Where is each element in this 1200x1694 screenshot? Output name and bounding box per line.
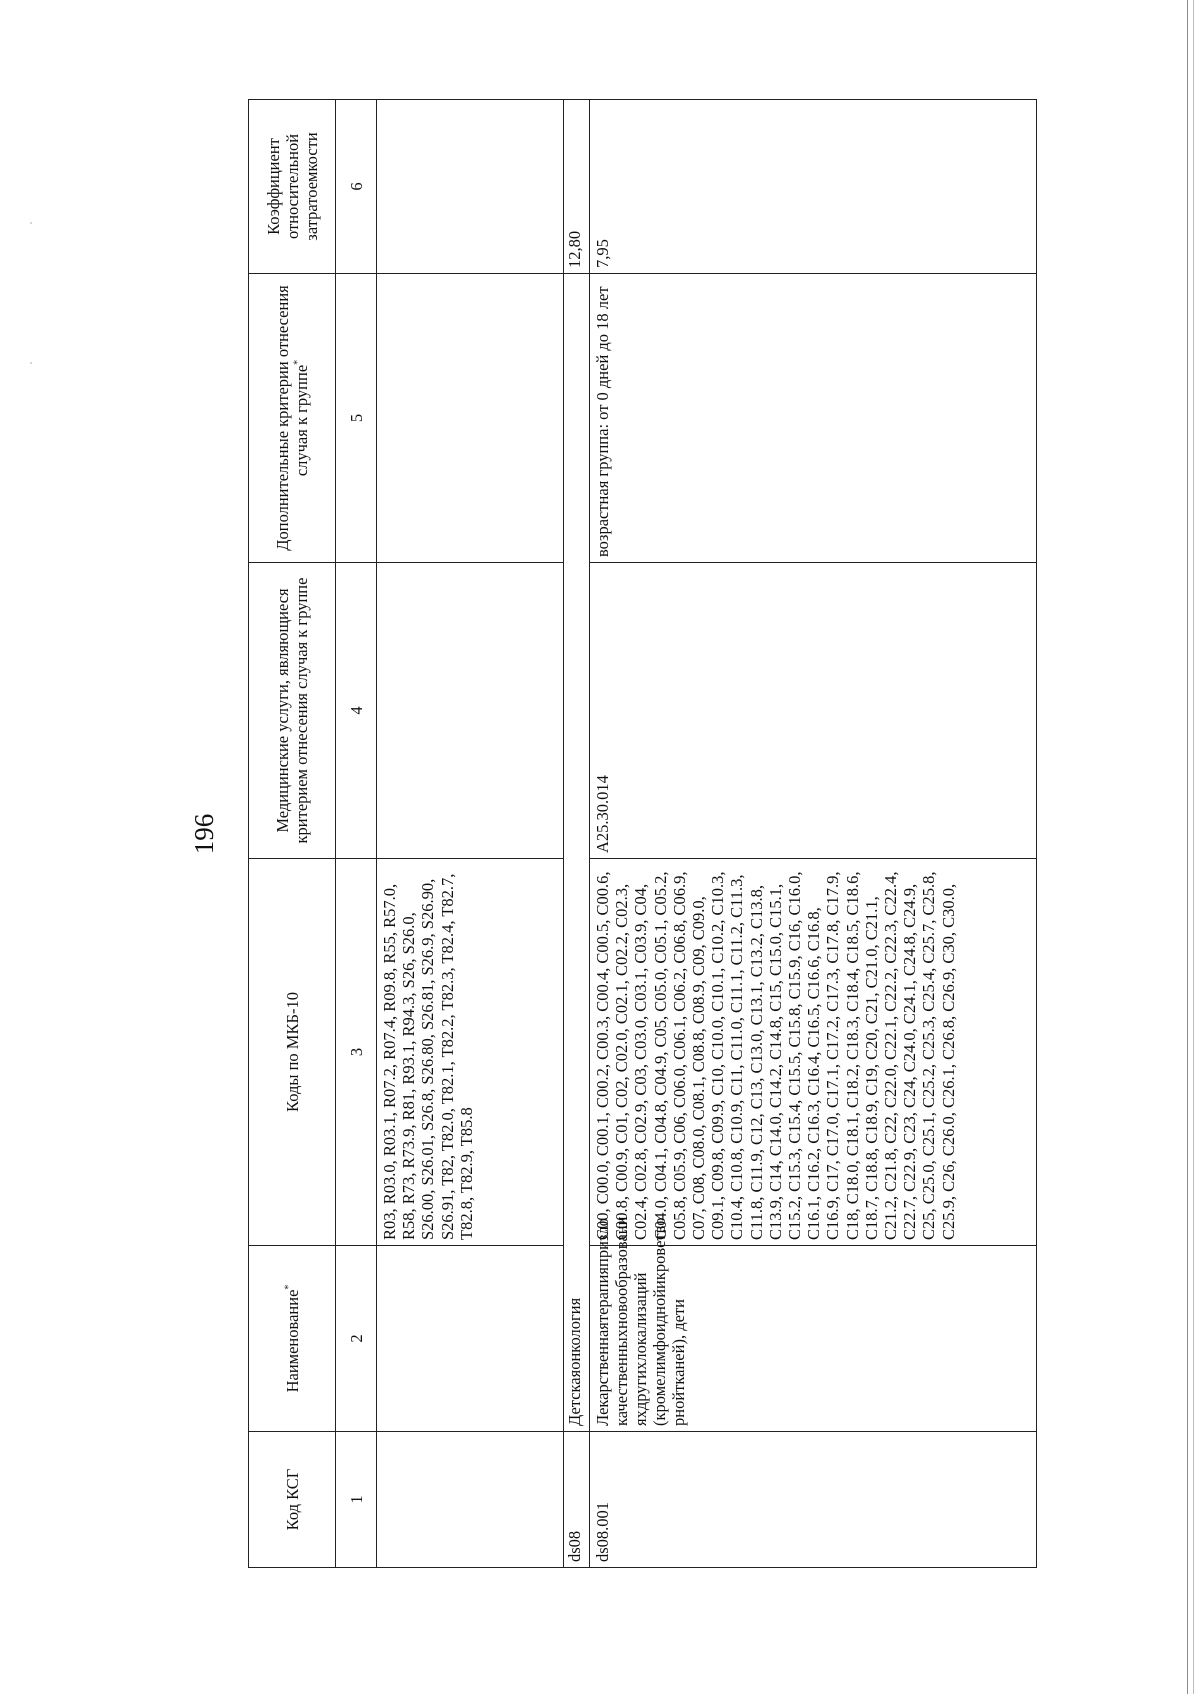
scan-speck bbox=[30, 222, 32, 224]
column-number-row bbox=[336, 100, 377, 1568]
cell-criteria bbox=[377, 274, 564, 563]
header-services: Медицинские услуги, являющиеся критерием отнесения случая к группе bbox=[249, 563, 336, 859]
section-coefficient: 12,80 bbox=[564, 100, 590, 274]
header-coefficient: Коэффициент относительной затратоемкости bbox=[249, 100, 336, 274]
section-code: ds08 bbox=[564, 1432, 590, 1568]
cell-code bbox=[377, 1432, 564, 1568]
item-services: A25.30.014 bbox=[590, 563, 1037, 859]
section-name: Детскаяонкология bbox=[564, 274, 590, 1432]
rotated-page-content bbox=[188, 100, 1200, 1568]
column-number: 6 bbox=[336, 100, 377, 274]
item-coefficient: 7,95 bbox=[590, 100, 1037, 274]
item-mkb-codes: C00, C00.0, C00.1, C00.2, C00.3, C00.4, C00.5, C00.6, C00.8, C00.9, C01, C02, C02.0, C02.1, C02.2, C02.3, C02.4, C02.8, C02.9, C03, C03.0, C03.1, C03.9, C04, C04.0, C04.1, C04.8, C04.9, C05, C05.0, C05.1, C05.2, C05.8, C05.9, C06, C06.0, C06.1, C06.2, C06.8, C06.9, C07, C08, C08.0, C08.1, C08.8, C08.9, C09, C09.0, C09.1, C09.8, C09.9, C10, C10.0, C10.1, C10.2, C10.3, C10.4, C10.8, C10.9, C11, C11.0, C11.1, C11.2, C11.3, C11.8, C11.9, C12, C13, C13.0, C13.1, C13.2, C13.8, C13.9, C14, C14.0, C14.2, C14.8, C15, C15.0, C15.1, C15.2, C15.3, C15.4, C15.5, C15.8, C15.9, C16, C16.0, C16.1, C16.2, C16.3, C16.4, C16.5, C16.6, C16.8, C16.9, C17, C17.0, C17.1, C17.2, C17.3, C17.8, C17.9, C18, C18.0, C18.1, C18.2, C18.3, C18.4, C18.5, C18.6, C18.7, C18.8, C18.9, C19, C20, C21, C21.0, C21.1, C21.2, C21.8, C22, C22.0, C22.1, C22.2, C22.3, C22.4, C22.7, C22.9, C23, C24, C24.0, C24.1, C24.8, C24.9, C25, C25.0, C25.1, C25.2, C25.3, C25.4, C25.7, C25.8, C25.9, C26, C26.0, C26.1, C26.8, C26.9, C30, C30.0, bbox=[590, 859, 1037, 1246]
item-row bbox=[590, 100, 1037, 1568]
item-name: Лекарственнаятерапияпризло качественныхновообразовани яхдругихлокализаций (кромелимфоиднойикроветво рнойтканей), дети bbox=[590, 1246, 1037, 1432]
column-number: 1 bbox=[336, 1432, 377, 1568]
header-row bbox=[249, 100, 336, 1568]
cell-name bbox=[377, 1246, 564, 1432]
cell-services bbox=[377, 563, 564, 859]
scan-speck bbox=[30, 362, 32, 364]
column-number: 2 bbox=[336, 1246, 377, 1432]
item-criteria: возрастная группа: от 0 дней до 18 лет bbox=[590, 274, 1037, 563]
ksg-table bbox=[248, 99, 1037, 1568]
column-number: 5 bbox=[336, 274, 377, 563]
page-number: 196 bbox=[189, 813, 219, 855]
header-code: Код КСГ bbox=[249, 1432, 336, 1568]
cell-coefficient bbox=[377, 100, 564, 274]
continuation-row bbox=[377, 100, 564, 1568]
section-row bbox=[564, 100, 590, 1568]
item-code: ds08.001 bbox=[590, 1432, 1037, 1568]
header-criteria: Дополнительные критерии отнесения случая к группе* bbox=[249, 274, 336, 563]
column-number: 4 bbox=[336, 563, 377, 859]
header-name: Наименование* bbox=[249, 1246, 336, 1432]
column-number: 3 bbox=[336, 859, 377, 1246]
cell-mkb-codes: R03, R03.0, R03.1, R07.2, R07.4, R09.8, R55, R57.0, R58, R73, R73.9, R81, R93.1, R94.3, S26, S26.0, S26.00, S26.01, S26.8, S26.80, S26.81, S26.9, S26.90, S26.91, T82, T82.0, T82.1, T82.2, T82.3, T82.4, T82.7, T82.8, T82.9, T85.8 bbox=[377, 859, 564, 1246]
header-mkb-codes: Коды по МКБ-10 bbox=[249, 859, 336, 1246]
